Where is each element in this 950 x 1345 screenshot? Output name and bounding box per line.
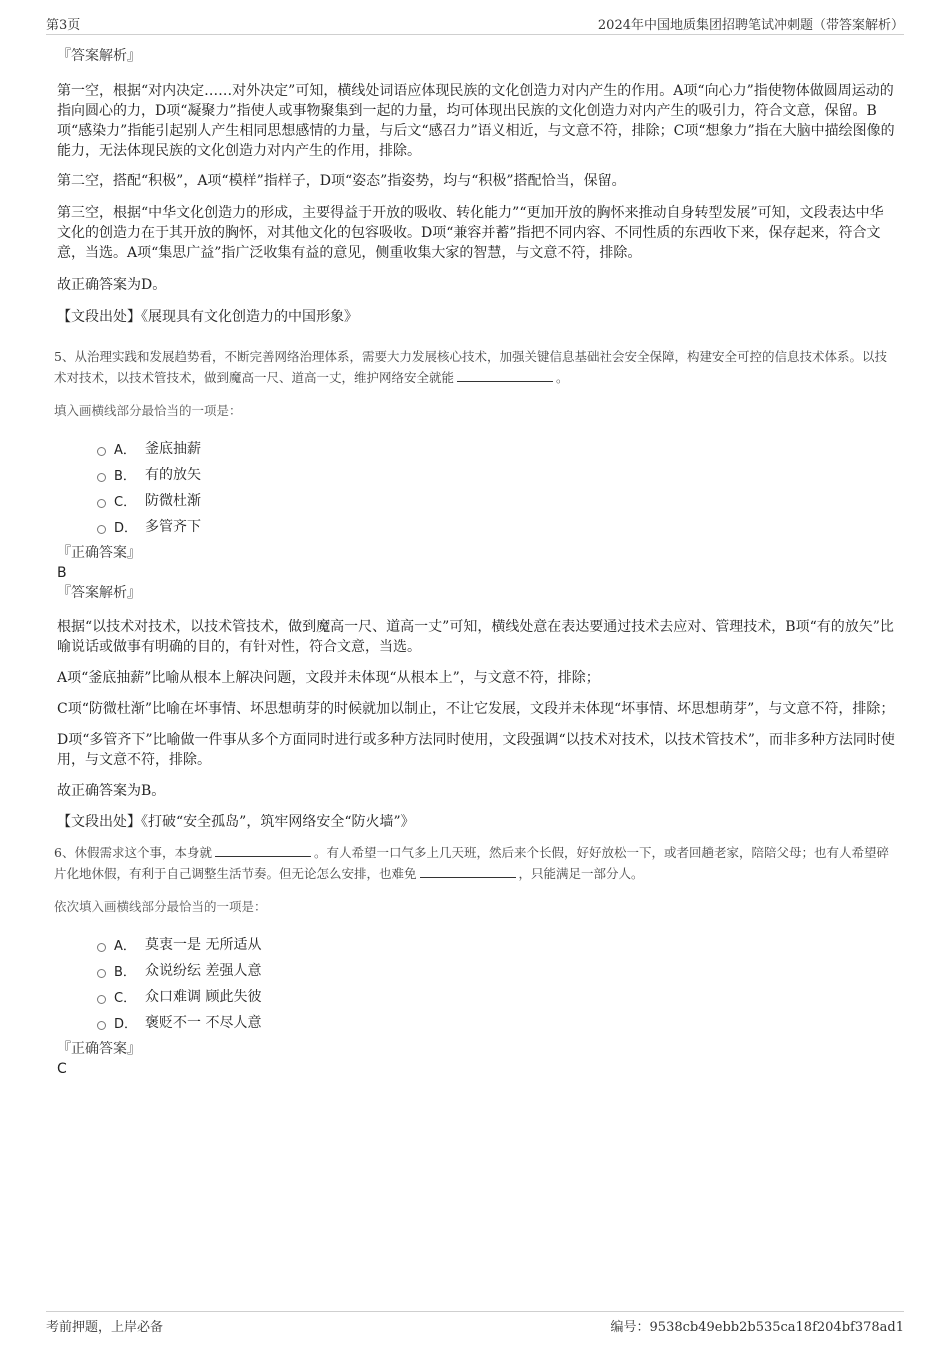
option-text: 众说纷纭 差强人意: [145, 963, 262, 979]
radio-icon[interactable]: [97, 969, 106, 978]
option-text: 有的放矢: [145, 467, 201, 483]
page-header: [46, 12, 904, 35]
q6-stem-text: 6、休假需求这个事，本身就: [54, 845, 212, 860]
q5-option-c[interactable]: C． 防微杜渐: [97, 487, 897, 513]
page-number: 第3页: [46, 18, 81, 33]
q5-analysis-paragraph: 根据“以技术对技术，以技术管技术，做到魔高一尺、道高一丈”可知，横线处意在表达要通过技术去应对、管理技术，B项“有的放矢”比喻说话或做事有明确的目的，有针对性，符合文意，当选。: [57, 619, 894, 655]
q5-option-b[interactable]: B． 有的放矢: [97, 461, 897, 487]
q5-option-d[interactable]: D． 多管齐下: [97, 513, 897, 539]
q6-stem-text: 。有人希望一口气多上几天班，然后来个长假，好好放松一下，或者回趟老家，陪陪父母；也有人希望碎片化地休假，有利于自己调整生活节奏。但无论怎么安排，也难免: [54, 845, 889, 881]
option-text: 多管齐下: [145, 519, 201, 535]
q4-analysis-paragraph: 第一空，根据“对内决定……对外决定”可知，横线处词语应体现民族的文化创造力对内产生的作用。A项“向心力”指使物体做圆周运动的指向圆心的力，D项“凝聚力”指使人或事物聚集到一起的力量，均可体现出民族的文化创造力对内产生的吸引力，符合文意，保留。B项“感染力”指能引起别人产生相同思想感情的力量，与后文“感召力”语义相近，与文意不符，排除；C项“想象力”指在大脑中描绘图像的能力，无法体现民族的文化创造力对内产生的作用，排除。: [57, 83, 895, 159]
q5-options: [97, 435, 897, 539]
q6-stem-end: ，只能满足一部分人。: [518, 866, 644, 881]
q5-answer: B: [57, 565, 67, 581]
q6-option-b[interactable]: B． 众说纷纭 差强人意: [97, 957, 897, 983]
q5-analysis-paragraph: C项“防微杜渐”比喻在坏事情、坏思想萌芽的时候就加以制止，不让它发展，文段并未体现“坏事情、坏思想萌芽”，与文意不符，排除；: [57, 701, 895, 717]
option-text: 众口难调 顾此失彼: [145, 989, 262, 1005]
document-code: 编号：9538cb49ebb2b535ca18f204bf378ad1: [610, 1320, 904, 1335]
q6-option-c[interactable]: C． 众口难调 顾此失彼: [97, 983, 897, 1009]
option-text: 莫衷一是 无所适从: [145, 937, 262, 953]
option-text: 釜底抽薪: [145, 441, 201, 457]
answer-blank: [420, 863, 516, 878]
q4-conclusion: 故正确答案为D。: [57, 277, 167, 293]
q5-analysis-label: 『答案解析』: [57, 585, 141, 601]
q6-option-d[interactable]: D． 褒贬不一 不尽人意: [97, 1009, 897, 1035]
radio-icon[interactable]: [97, 447, 106, 456]
q5-prompt: 填入画横线部分最恰当的一项是：: [54, 403, 242, 418]
q5-answer-label: 『正确答案』: [57, 545, 141, 561]
footer-slogan: 考前押题，上岸必备: [46, 1320, 164, 1335]
option-text: 褒贬不一 不尽人意: [145, 1015, 262, 1031]
q6-stem: [54, 842, 897, 884]
radio-icon[interactable]: [97, 1021, 106, 1030]
q6-options: [97, 931, 897, 1035]
answer-blank: [457, 367, 553, 382]
q5-analysis-paragraph: D项“多管齐下”比喻做一件事从多个方面同时进行或多种方法同时使用，文段强调“以技术对技术，以技术管技术”，而非多种方法同时使用，与文意不符，排除。: [57, 732, 895, 768]
document-title: 2024年中国地质集团招聘笔试冲刺题（带答案解析）: [597, 18, 904, 33]
q6-option-a[interactable]: A． 莫衷一是 无所适从: [97, 931, 897, 957]
q4-analysis-label: 『答案解析』: [57, 48, 141, 64]
option-text: 防微杜渐: [145, 493, 201, 509]
radio-icon[interactable]: [97, 943, 106, 952]
q6-prompt: 依次填入画横线部分最恰当的一项是：: [54, 899, 267, 914]
q5-stem-text: 5、从治理实践和发展趋势看，不断完善网络治理体系，需要大力发展核心技术，加强关键信息基础社会安全保障，构建安全可控的信息技术体系。以技术对技术，以技术管技术，做到魔高一尺、道高一丈，维护网络安全就能: [54, 349, 887, 385]
q5-source: 【文段出处】《打破“安全孤岛”，筑牢网络安全“防火墙”》: [57, 814, 415, 830]
page-footer: [46, 1311, 904, 1336]
q5-option-a[interactable]: A． 釜底抽薪: [97, 435, 897, 461]
q5-stem-end: 。: [556, 370, 569, 385]
answer-blank: [215, 842, 311, 857]
q5-stem: [54, 346, 897, 388]
q5-conclusion: 故正确答案为B。: [57, 783, 166, 799]
q6-answer: C: [57, 1061, 67, 1077]
radio-icon[interactable]: [97, 499, 106, 508]
q6-answer-label: 『正确答案』: [57, 1041, 141, 1057]
radio-icon[interactable]: [97, 995, 106, 1004]
radio-icon[interactable]: [97, 525, 106, 534]
page-content: [54, 46, 897, 1079]
radio-icon[interactable]: [97, 473, 106, 482]
q4-analysis-paragraph: 第二空，搭配“积极”，A项“模样”指样子，D项“姿态”指姿势，均与“积极”搭配恰当，保留。: [57, 173, 626, 189]
q4-analysis-paragraph: 第三空，根据“中华文化创造力的形成，主要得益于开放的吸收、转化能力”“更加开放的胸怀来推动自身转型发展”可知，文段表达中华文化的创造力在于其开放的胸怀，对其他文化的包容吸收。D项“兼容并蓄”指把不同内容、不同性质的东西收下来，保存起来，符合文意，当选。A项“集思广益”指广泛收集有益的意见，侧重收集大家的智慧，与文意不符，排除。: [57, 205, 884, 261]
q5-analysis-paragraph: A项“釜底抽薪”比喻从根本上解决问题，文段并未体现“从根本上”，与文意不符，排除；: [57, 670, 600, 686]
q4-source: 【文段出处】《展现具有文化创造力的中国形象》: [57, 309, 358, 325]
